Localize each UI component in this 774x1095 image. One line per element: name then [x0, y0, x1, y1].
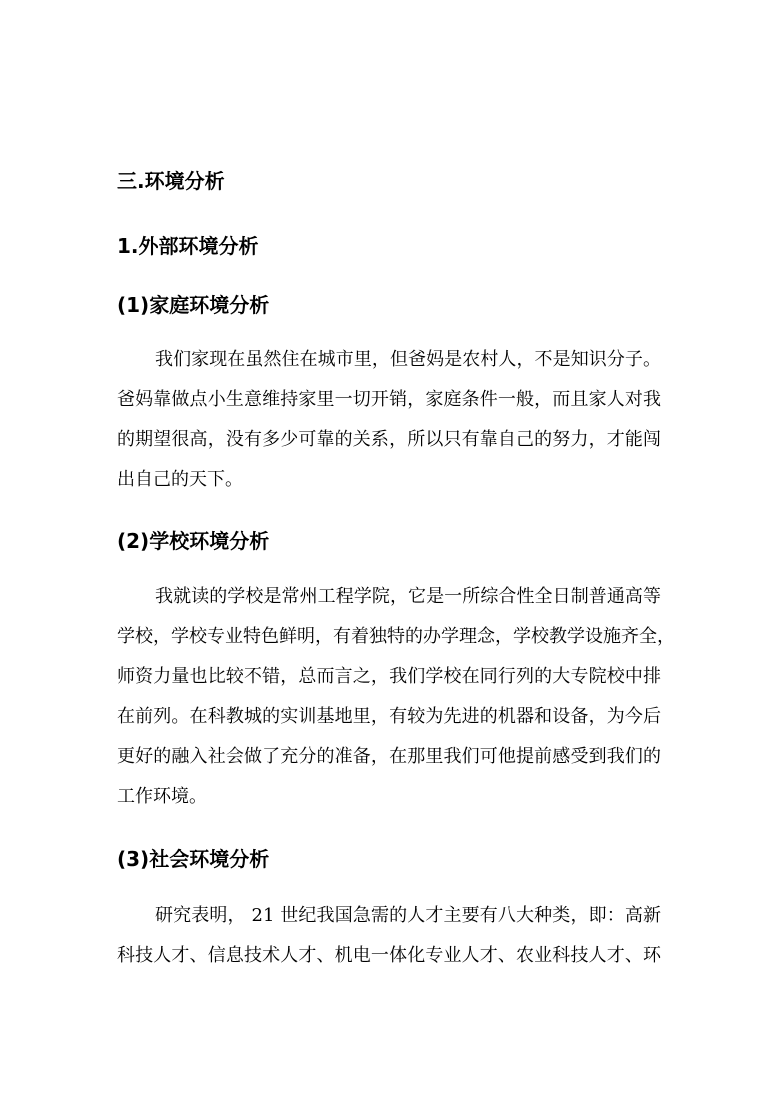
- subsection-title: 1.外部环境分析: [117, 234, 259, 258]
- section-title: 三.环境分析: [117, 169, 225, 193]
- paragraph-line: 出自己的天下。: [117, 469, 243, 490]
- paragraph-line: 爸妈靠做点小生意维持家里一切开销，家庭条件一般，而且家人对我: [117, 389, 661, 410]
- paragraph-line: 研究表明， 21 世纪我国急需的人才主要有八大种类，即：高新: [155, 905, 661, 926]
- family-heading: (1)家庭环境分析: [117, 293, 270, 317]
- paragraph-line: 工作环境。: [117, 786, 207, 807]
- society-heading: (3)社会环境分析: [117, 847, 270, 871]
- paragraph-line: 的期望很高，没有多少可靠的关系，所以只有靠自己的努力，才能闯: [117, 429, 661, 450]
- paragraph-line: 学校，学校专业特色鲜明，有着独特的办学理念，学校教学设施齐全，: [117, 626, 675, 647]
- paragraph-line: 在前列。在科教城的实训基地里，有较为先进的机器和设备，为今后: [117, 706, 661, 727]
- school-paragraph: [117, 577, 675, 817]
- paragraph-line: 更好的融入社会做了充分的准备，在那里我们可他提前感受到我们的: [117, 746, 661, 767]
- society-paragraph: [117, 896, 661, 976]
- paragraph-line: 我就读的学校是常州工程学院，它是一所综合性全日制普通高等: [155, 586, 661, 607]
- school-heading: (2)学校环境分析: [117, 529, 270, 553]
- family-paragraph: [117, 340, 661, 500]
- paragraph-line: 师资力量也比较不错，总而言之，我们学校在同行列的大专院校中排: [117, 666, 661, 687]
- paragraph-line: 我们家现在虽然住在城市里，但爸妈是农村人，不是知识分子。: [155, 349, 661, 370]
- paragraph-line: 科技人才、信息技术人才、机电一体化专业人才、农业科技人才、环: [117, 945, 661, 966]
